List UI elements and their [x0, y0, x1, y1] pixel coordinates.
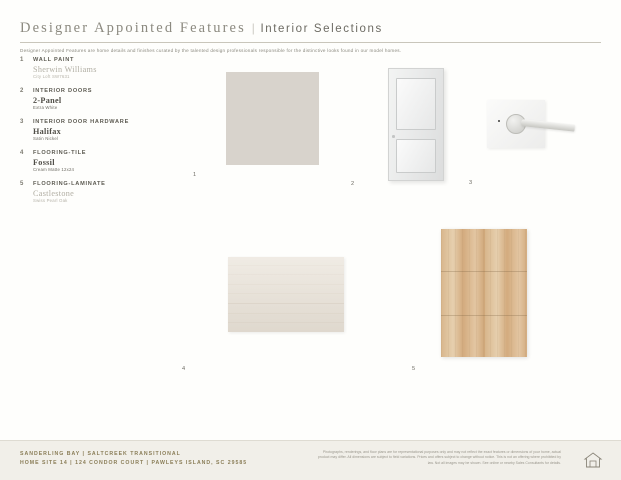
spec-description: Extra White: [33, 105, 58, 110]
spec-category: FLOORING-LAMINATE: [33, 181, 106, 187]
spec-name: Castlestone: [33, 188, 75, 198]
spec-name: 2-Panel: [33, 95, 62, 105]
door-knob: [392, 135, 395, 138]
spec-category: INTERIOR DOORS: [33, 88, 93, 94]
title-divider: |: [251, 20, 255, 35]
footer-community-name: SANDERLING BAY | SALTCREEK TRANSITIONAL: [20, 451, 181, 457]
swatch-label-5: 5: [412, 366, 416, 372]
swatch-label-3: 3: [469, 180, 473, 186]
door-panel-top: [396, 78, 436, 130]
spec-list: [20, 57, 170, 212]
laminate-seam: [441, 271, 527, 272]
page-title: Designer Appointed Features: [20, 20, 246, 36]
footer-address: HOME SITE 14 | 124 CONDOR COURT | PAWLEYS ISLAND, SC 29585: [20, 460, 248, 466]
spec-number: 3: [20, 119, 24, 125]
list-item: [20, 119, 170, 141]
swatch-label-4: 4: [182, 366, 186, 372]
spec-name: Fossil: [33, 157, 55, 167]
spec-name: Sherwin Williams: [33, 64, 97, 74]
spec-number: 4: [20, 150, 24, 156]
title-row: [20, 20, 601, 43]
list-item: [20, 57, 170, 79]
list-item: [20, 150, 170, 172]
list-item: [20, 88, 170, 110]
swatch-label-2: 2: [351, 181, 355, 187]
builder-logo-icon: [583, 450, 603, 470]
spec-description: Satin Nickel: [33, 136, 59, 141]
page-subtitle-heading: Interior Selections: [260, 23, 383, 35]
spec-number: 5: [20, 181, 24, 187]
tile-swatch-image: [228, 257, 344, 332]
spec-category: FLOORING-TILE: [33, 150, 87, 156]
swatch-label-1: 1: [193, 172, 197, 178]
spec-description: Cream Matte 12x24: [33, 167, 75, 172]
spec-description: Swiss Pearl Oak: [33, 198, 68, 203]
footer-disclaimer: Photographs, renderings, and floor plans are for representational purposes only and may not reflect the exact features or dimensions of your home, actual product may differ. All dimensions are subject to field variations. Prices and offers subject to change without notice. This is not an offering where prohibited by law. Not all images may be shown. See online or nearby Sales Consultants for details.: [317, 450, 561, 465]
spec-category: WALL PAINT: [33, 57, 75, 63]
page-header: [20, 20, 601, 53]
footer-community-info: [20, 451, 247, 466]
spec-description: City Loft SW7631: [33, 74, 70, 79]
spec-name: Halifax: [33, 126, 62, 136]
spec-category: INTERIOR DOOR HARDWARE: [33, 119, 130, 125]
door-panel-bottom: [396, 139, 436, 173]
laminate-swatch-image: [441, 229, 527, 357]
spec-number: 2: [20, 88, 24, 94]
spec-number: 1: [20, 57, 24, 63]
laminate-seam: [441, 315, 527, 316]
list-item: [20, 181, 170, 203]
page-footer: [0, 440, 621, 480]
interior-door-image: [388, 68, 444, 181]
paint-swatch-image: [226, 72, 319, 165]
page-description: Designer Appointed Features are home details and finishes curated by the talented design professionals responsible for the distinctive looks found in our model homes.: [20, 48, 402, 53]
